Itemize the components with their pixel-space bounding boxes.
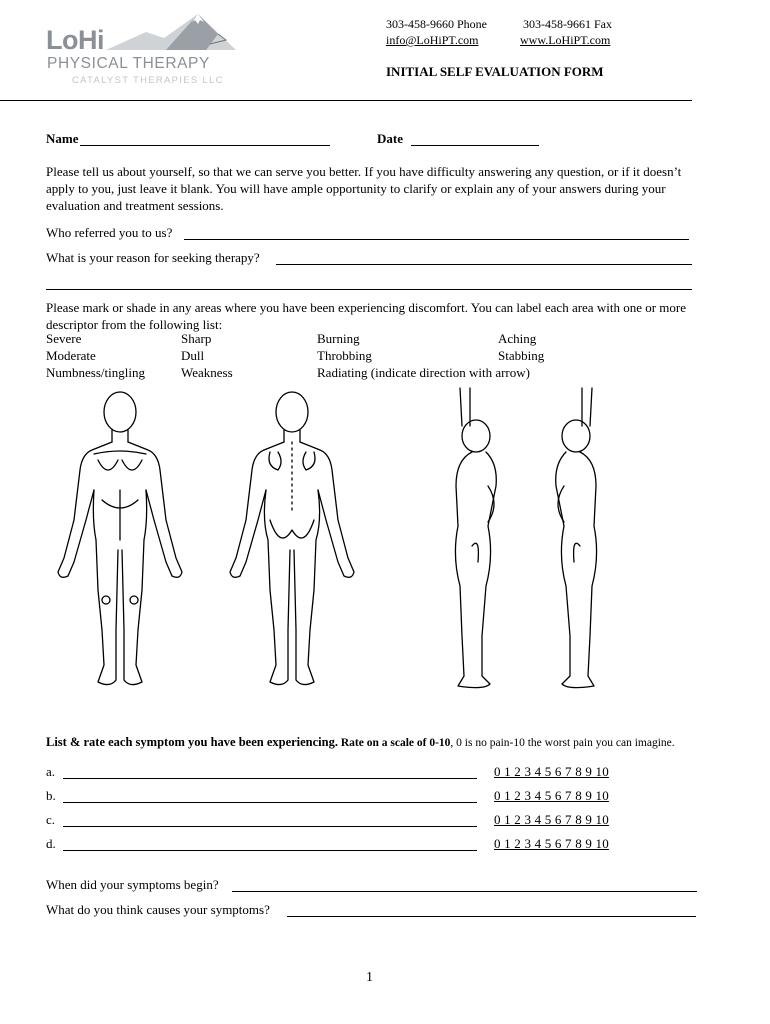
- descriptor-dull: Dull: [181, 348, 205, 363]
- pain-scale-b[interactable]: 0 1 2 3 4 5 6 7 8 9 10: [494, 788, 609, 803]
- symptoms-heading: [46, 735, 675, 750]
- symptoms-cause-field[interactable]: [287, 902, 696, 917]
- logo-tagline: CATALYST THERAPIES LLC: [72, 75, 224, 86]
- form-title: INITIAL SELF EVALUATION FORM: [386, 64, 604, 79]
- symptom-field-b[interactable]: [63, 788, 477, 803]
- phone: 303-458-9660 Phone: [386, 17, 487, 31]
- name-field[interactable]: [80, 131, 330, 146]
- mountain-logo-icon: [106, 10, 236, 52]
- body-front-figure[interactable]: [50, 390, 190, 702]
- symptom-letter-a: a.: [46, 764, 56, 779]
- descriptor-numbness: Numbness/tingling: [46, 365, 145, 380]
- referred-label: Who referred you to us?: [46, 225, 173, 240]
- symptom-field-d[interactable]: [63, 836, 477, 851]
- symptom-field-c[interactable]: [63, 812, 477, 827]
- website-link[interactable]: www.LoHiPT.com: [520, 33, 611, 47]
- body-side-right-figure[interactable]: [432, 386, 522, 698]
- reason-field[interactable]: [276, 250, 692, 265]
- symptoms-cause-label: What do you think causes your symptoms?: [46, 902, 270, 917]
- symptoms-began-label: When did your symptoms begin?: [46, 877, 219, 892]
- reason-field-continued[interactable]: [46, 275, 692, 290]
- body-side-left-figure[interactable]: [530, 386, 620, 698]
- fax: 303-458-9661 Fax: [523, 17, 612, 31]
- date-field[interactable]: [411, 131, 539, 146]
- symptom-letter-d: d.: [46, 836, 56, 851]
- descriptor-aching: Aching: [498, 331, 537, 346]
- descriptor-severe: Severe: [46, 331, 82, 346]
- discomfort-instructions: Please mark or shade in any areas where you have been experiencing discomfort. You can label each area with one or more descriptor from the following list:: [46, 300, 687, 332]
- descriptor-burning: Burning: [317, 331, 360, 346]
- descriptor-radiating: Radiating (indicate direction with arrow): [317, 365, 530, 380]
- symptoms-heading-rest: , 0 is no pain-10 the worst pain you can imagine.: [450, 737, 675, 749]
- name-label: Name: [46, 131, 79, 146]
- descriptor-weakness: Weakness: [181, 365, 233, 380]
- logo: [46, 10, 236, 90]
- logo-name: LoHi: [46, 25, 104, 55]
- descriptor-throbbing: Throbbing: [317, 348, 372, 363]
- descriptor-stabbing: Stabbing: [498, 348, 545, 363]
- descriptor-moderate: Moderate: [46, 348, 96, 363]
- descriptor-sharp: Sharp: [181, 331, 212, 346]
- page-number: 1: [366, 970, 373, 985]
- pain-scale-d[interactable]: 0 1 2 3 4 5 6 7 8 9 10: [494, 836, 609, 851]
- referred-field[interactable]: [184, 225, 689, 240]
- symptoms-heading-scale: Rate on a scale of 0-10: [340, 737, 451, 749]
- symptom-letter-c: c.: [46, 812, 56, 827]
- symptoms-heading-bold: List & rate each symptom you have been experiencing.: [46, 735, 338, 749]
- reason-label: What is your reason for seeking therapy?: [46, 250, 260, 265]
- pain-scale-a[interactable]: 0 1 2 3 4 5 6 7 8 9 10: [494, 764, 609, 779]
- symptom-letter-b: b.: [46, 788, 56, 803]
- symptom-field-a[interactable]: [63, 764, 477, 779]
- body-back-figure[interactable]: [222, 390, 362, 702]
- email-link[interactable]: info@LoHiPT.com: [386, 33, 479, 47]
- header-divider: [0, 100, 692, 101]
- symptoms-began-field[interactable]: [232, 877, 697, 892]
- pain-scale-c[interactable]: 0 1 2 3 4 5 6 7 8 9 10: [494, 812, 609, 827]
- intro-text: Please tell us about yourself, so that we can serve you better. If you have difficulty answering any question, or if it doesn’t apply to you, just leave it blank. You will have ample opportunity to clarify or explain any of your answers during your evaluation and treatment sessions.: [46, 164, 682, 213]
- date-label: Date: [377, 131, 403, 146]
- logo-subtitle: PHYSICAL THERAPY: [47, 55, 210, 72]
